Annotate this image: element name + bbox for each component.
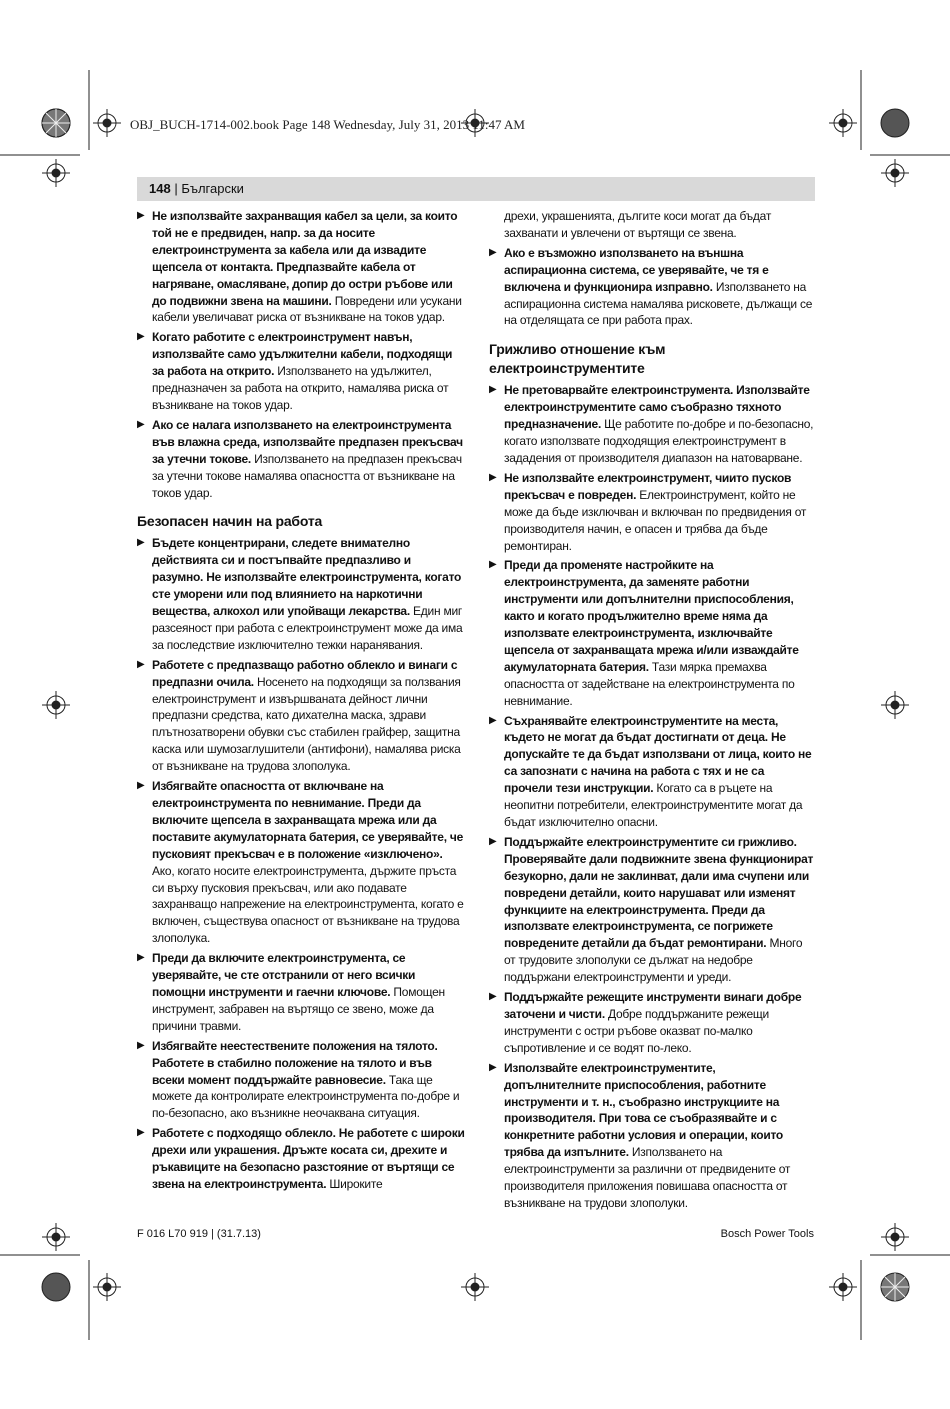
bullet-item <box>489 557 815 709</box>
bullet-arrow-icon: ▶ <box>489 559 497 571</box>
left-items-section <box>137 535 465 1192</box>
bullet-arrow-icon: ▶ <box>489 835 497 847</box>
bullet-item-bold: Съхранявайте електроинструментите на места, където не могат да бъдат достигнати от деца. Не допускайте те да бъдат използвани от лица, които не са запознати с начина на работа с тях и не са прочели тези инструкции. <box>504 713 812 796</box>
right-items-top <box>489 245 815 330</box>
bullet-arrow-icon: ▶ <box>137 952 145 964</box>
bullet-item-bold: Поддържайте електроинструментите си грижливо. Проверявайте дали подвижните звена функционират безукорно, дали не заклинват, дали има счупени или повредени детайли, които нарушават или изменят функциите на електроинструмента. Преди да използвате електроинструмента, се погрижете повредените детайли да бъдат ремонтирани. <box>504 834 814 951</box>
bullet-item-text: Използването на аспирационна система намалява рисковете, дължащи се на отделящата се при работа прах. <box>504 279 813 328</box>
bullet-arrow-icon: ▶ <box>137 537 145 549</box>
bullet-item-text: Ако, когато носите електроинструмента, държите пръста си върху пусковия прекъсвач, или ако подавате захранващо напрежение на електроинструмента, когато е включен, съществува опасност от възникване на трудова злополука. <box>152 863 464 946</box>
bullet-item-text: Широките <box>326 1176 383 1191</box>
bullet-item <box>137 329 465 414</box>
bullet-item-bold: Работете с предпазващо работно облекло и винаги с предпазни очила. <box>152 657 458 689</box>
bullet-item-bold: Ако се налага използването на електроинструмента във влажна среда, използвайте предпазен прекъсвач за утечни токове. <box>152 417 463 466</box>
starburst-mark-icon <box>42 109 70 137</box>
bullet-item <box>137 208 465 326</box>
bullet-item <box>137 1125 465 1193</box>
bullet-arrow-icon: ▶ <box>489 384 497 396</box>
bullet-item-text: Ще работите по-добре и по-безопасно, когато използвате подходящия електроинструмент в зададения от производителя диапазон на натоварване. <box>504 417 814 465</box>
bullet-item-bold: Преди да включите електроинструмента, се уверявайте, че сте отстранили от него всички помощни инструменти и гаечни ключове. <box>152 951 416 999</box>
bullet-item <box>489 989 815 1057</box>
print-slug: OBJ_BUCH-1714-002.book Page 148 Wednesday, July 31, 2013 11:47 AM <box>130 117 525 132</box>
crosshair-mark-icon <box>93 1273 121 1301</box>
header-separator: | <box>170 181 182 196</box>
crosshair-mark-icon <box>461 1273 489 1301</box>
crosshair-mark-icon <box>881 1223 909 1251</box>
bullet-item <box>489 713 815 831</box>
bullet-item <box>489 382 815 467</box>
bullet-item-bold: Избягвайте опасността от включване на електроинструмента по невнимание. Преди да включите щепсела в захранващата мрежа или да поставите акумулаторната батерия, се уверявайте, че пусковият прекъсвач е в положение «изключено». <box>152 779 464 861</box>
bullet-arrow-icon: ▶ <box>137 418 145 430</box>
bullet-item <box>137 657 465 775</box>
bullet-item-bold: Преди да променяте настройките на електроинструмента, да заменяте работни инструменти или допълнителни приспособления, както и когато продължително време няма да използвате електроинструмента, изключвайте щепсела от захранващата мрежа и/или изваждайте акумулаторната батерия. <box>504 558 799 674</box>
bullet-item <box>137 1038 465 1123</box>
bullet-item-bold: Поддържайте режещите инструменти винаги добре заточени и чисти. <box>504 990 802 1021</box>
header-text <box>149 181 244 196</box>
solid-circle-mark-icon <box>42 1273 70 1301</box>
left-items-top <box>137 208 465 501</box>
crosshair-mark-icon <box>829 109 857 137</box>
continuation-text: дрехи, украшенията, дългите коси могат да бъдат захванати и увлечени от въртящи се звена. <box>504 209 772 240</box>
bullet-item-text: Така ще можете да контролирате електроинструмента по-добре и по-безопасно, ако възникне неочаквана ситуация. <box>152 1072 460 1121</box>
bullet-item-text: Добре поддържаните режещи инструменти с остри ръбове оказват по-малко съпротивление и се водят по-леко. <box>504 1006 769 1055</box>
bullet-item <box>489 470 815 555</box>
left-column <box>137 208 465 1196</box>
bullet-item-text: Използването на предпазен прекъсвач за утечни токове намалява опасността от възникване на токов удар. <box>152 451 462 500</box>
solid-circle-mark-icon <box>881 109 909 137</box>
bullet-arrow-icon: ▶ <box>489 246 497 258</box>
bullet-item <box>137 535 465 653</box>
starburst-mark-icon <box>881 1273 909 1301</box>
footer-doc-code: F 016 L70 919 | (31.7.13) <box>137 1228 261 1240</box>
bullet-item-bold: Не претоварвайте електроинструмента. Използвайте електроинструментите само съобразно тяхното предназначение. <box>504 383 810 432</box>
bullet-item <box>489 245 815 330</box>
section-title-safe-work: Безопасен начин на работа <box>137 513 323 530</box>
page-header <box>137 177 815 201</box>
bullet-arrow-icon: ▶ <box>137 658 145 670</box>
bullet-arrow-icon: ▶ <box>137 780 145 792</box>
bullet-item-text: Използването на удължител, предназначен за работа на открито, намалява риска от възникване на токов удар. <box>152 364 449 412</box>
bullet-arrow-icon: ▶ <box>137 331 145 343</box>
bullet-item-text: Когато са в ръцете на неопитни потребители, електроинструментите могат да бъдат изключително опасни. <box>504 781 803 829</box>
bullet-item <box>489 834 815 986</box>
bullet-item-bold: Ако е възможно използването на външна аспирационна система, се уверявайте, че тя е включена и функционира изправно. <box>504 245 769 294</box>
bullet-item-text: Използването на електроинструменти за различни от предвидените от производителя приложения повишава опасността от възникване на трудови злополуки. <box>504 1145 791 1210</box>
bullet-item <box>489 1060 815 1212</box>
bullet-item <box>137 417 465 502</box>
right-items-section <box>489 382 815 1212</box>
bullet-item-bold: Когато работите с електроинструмент навън, използвайте само удължителни кабели, подходящи за работа на открито. <box>152 330 453 379</box>
bullet-item-text: Тази мярка премахва опасността от задействане на електроинструмента по невнимание. <box>504 659 795 708</box>
bullet-item-bold: Работете с подходящо облекло. Не работете с широки дрехи или украшения. Дръжте косата си, дрехите и ръкавиците на безопасно разстояние от въртящи се звена на електроинструмента. <box>152 1126 465 1191</box>
bullet-arrow-icon: ▶ <box>489 471 497 483</box>
section-title-tool-care: Грижливо отношение към електроинструментите <box>489 341 666 377</box>
bullet-item-bold: Избягвайте неестествените положения на тялото. Работете в стабилно положение на тялото и във всеки момент поддържайте равновесие. <box>152 1038 438 1087</box>
crosshair-mark-icon <box>42 159 70 187</box>
bullet-arrow-icon: ▶ <box>489 1061 497 1073</box>
crosshair-mark-icon <box>42 691 70 719</box>
bullet-item-text: Един миг разсеяност при работа с електроинструмент може да има за последствие изключително тежки наранявания. <box>152 604 463 652</box>
bullet-arrow-icon: ▶ <box>137 210 145 221</box>
bullet-item-bold: Не използвайте електроинструмент, чиито пусков прекъсвач е повреден. <box>504 470 792 502</box>
bullet-arrow-icon: ▶ <box>137 1039 145 1051</box>
crosshair-mark-icon <box>42 1223 70 1251</box>
bullet-item-text: Помощен инструмент, забравен на въртящо се звено, може да причини травми. <box>152 984 445 1033</box>
crosshair-mark-icon <box>829 1273 857 1301</box>
bullet-item-text: Много от трудовите злополуки се дължат на недобре поддържани електроинструменти и уреди. <box>504 936 803 985</box>
page-number: 148 <box>149 181 171 196</box>
header-language: Български <box>181 181 244 196</box>
footer-brand: Bosch Power Tools <box>720 1228 814 1240</box>
bullet-item-text: Носенето на подходящи за ползвания електроинструмент и извършваната дейност лични предпазни средства, като дихателна маска, здрави плътнозатворени обувки със стабилен грайфер, защитна каска или шумозаглушители (антифони), намалява риска от възникване на трудова злополука. <box>152 674 461 774</box>
right-column <box>489 208 815 1215</box>
bullet-item <box>137 778 465 947</box>
bullet-item-text: Повредени или усукани кабели увеличават риска от възникване на токов удар. <box>152 293 462 325</box>
bullet-item-bold: Използвайте електроинструментите, допълнителните приспособления, работните инструменти и т. н., съобразно инструкциите на производителя. При това се съобразявайте и с конкретните работни условия и операции, които трябва да изпълните. <box>504 1060 783 1160</box>
crosshair-mark-icon <box>93 109 121 137</box>
crosshair-mark-icon <box>881 691 909 719</box>
bullet-item-bold: Бъдете концентрирани, следете внимателно действията си и постъпвайте предпазливо и разумно. Не използвайте електроинструмента, когато сте уморени или под влиянието на наркотични вещества, алкохол или упойващи лекарства. <box>152 536 462 619</box>
bullet-arrow-icon: ▶ <box>137 1127 145 1139</box>
bullet-item <box>137 950 465 1035</box>
crosshair-mark-icon <box>881 159 909 187</box>
bullet-arrow-icon: ▶ <box>489 991 497 1003</box>
bullet-arrow-icon: ▶ <box>489 714 497 726</box>
bullet-item-text: Електроинструмент, който не може да бъде изключван и включван по предвидения от производителя начин, е опасен и трябва да бъде ремонтиран. <box>504 487 807 553</box>
bullet-item-bold: Не използвайте захранващия кабел за цели, за които той не е предвиден, напр. за да носите електроинструмента за кабела или да извадите щепсела от контакта. Предпазвайте кабела от нагряване, омасляване, допир до остри ръбове или до подвижни звена на машини. <box>152 209 458 308</box>
